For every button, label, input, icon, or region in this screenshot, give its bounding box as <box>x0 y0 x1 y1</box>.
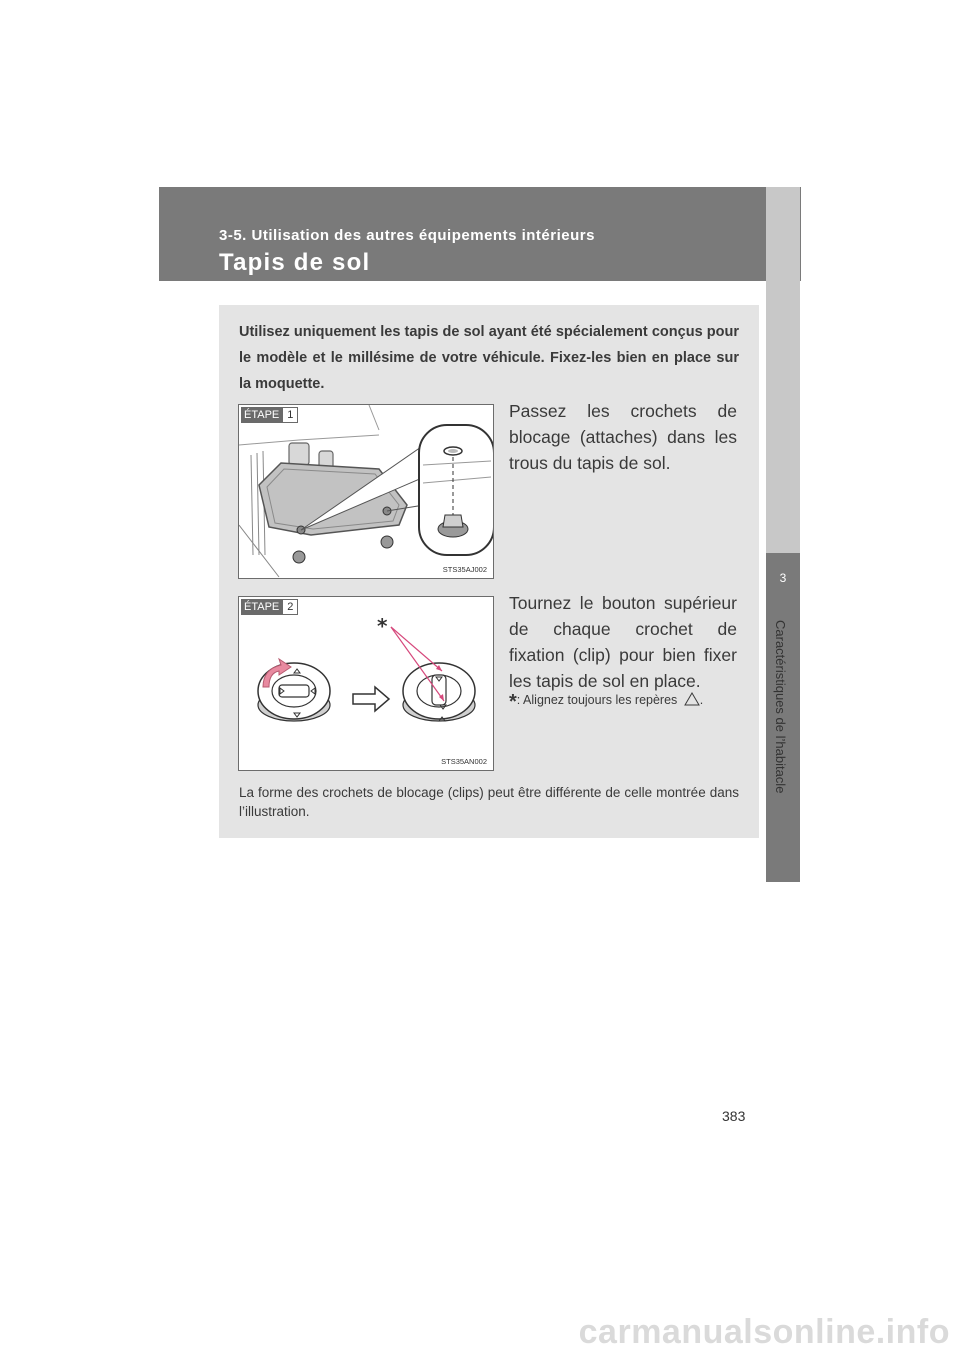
step-badge-number: 1 <box>282 407 298 423</box>
header-band <box>159 187 801 281</box>
pedal-icon <box>289 443 309 465</box>
asterisk-note-text: : Alignez toujours les repères <box>516 693 678 707</box>
floor-mat-illustration <box>239 405 493 578</box>
figure-asterisk: * <box>377 614 388 638</box>
step-badge-word: ÉTAPE <box>241 599 282 615</box>
content-box <box>219 305 759 838</box>
asterisk-note <box>509 691 749 714</box>
step-badge <box>241 407 298 423</box>
page-title: Tapis de sol <box>219 249 371 276</box>
figure-code: STS35AJ002 <box>442 565 487 574</box>
step-1-text: Passez les crochets de blocage (attaches) dans les trous du tapis de sol. <box>509 401 737 473</box>
note-text: La forme des crochets de blocage (clips) peut être différente de celle montrée dans l’illustration. <box>239 785 739 819</box>
clip-rotation-illustration <box>239 597 493 770</box>
step-badge-word: ÉTAPE <box>241 407 282 423</box>
triangle-mark-icon <box>684 692 700 706</box>
figure-code: STS35AN002 <box>441 757 487 766</box>
chapter-number: 3 <box>779 571 787 585</box>
step-badge <box>241 599 298 615</box>
intro-text: Utilisez uniquement les tapis de sol ayant été spécialement conçus pour le modèle et le millésime de votre véhicule. Fixez-les bien en place sur la moquette. <box>239 324 739 392</box>
figure-step-2 <box>238 596 494 771</box>
page-number: 383 <box>722 1108 746 1124</box>
asterisk-note-end: . <box>699 693 704 707</box>
step-badge-number: 2 <box>282 599 298 615</box>
watermark-text: carmanualsonline.info <box>578 1313 950 1351</box>
section-label: 3-5. Utilisation des autres équipements intérieurs <box>219 227 595 244</box>
chapter-caption: Caractéristiques de l’habitacle <box>773 620 788 794</box>
transition-arrow-icon <box>353 687 389 711</box>
figure-step-1 <box>238 404 494 579</box>
asterisk-symbol: * <box>509 691 517 713</box>
step-2-text: Tournez le bouton supérieur de chaque crochet de fixation (clip) pour bien fixer les tapis de sol en place. <box>509 593 737 691</box>
